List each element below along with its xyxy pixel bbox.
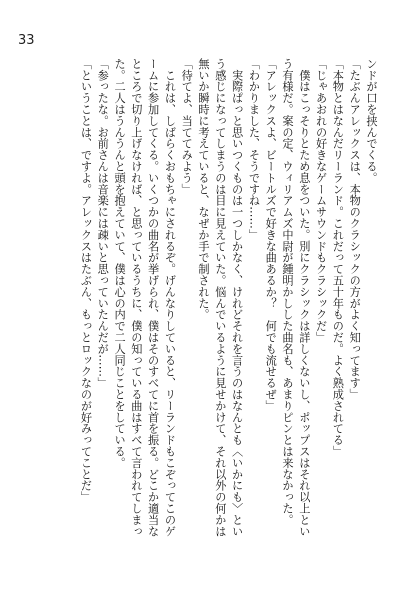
- text-line: ンドが口を挟んでくる。: [365, 58, 378, 184]
- text-line: う感じになってしまうのは目に見えていた。悩んでいるように見せかけて、それ以外の何かは: [213, 58, 227, 537]
- text-line: う有様だ。案の定、ウィリアムズ中尉が鍾明かしした曲名も、あまりピンとは来なかった。: [281, 58, 295, 526]
- text-line: 実際ぱっと思いつくものは一つしかなく、けれどそれを言うのはなんとも〈いかにも〉とい: [230, 58, 244, 537]
- text-line: た。二人はうんうんと頭を抱えていて、僕は心の内で二人同じことをしている。: [113, 58, 127, 469]
- text-line: 「じゃあおれの好きなゲームサウンドもクラシックだ」: [314, 58, 328, 343]
- text-line: 「参ったな。お前さんは音楽には疎いと思っていたんだが……」: [96, 58, 110, 389]
- text-line: ームに参加してくる。いくつかの曲名が挙げられ、僕はそのすべてに首を振る。どこか適当な: [146, 58, 160, 537]
- text-line: 「わかりました、そうですね……」: [247, 58, 261, 241]
- text-line: 「本物とはなんだリーランド。これだって五十年ものだ。よく熟成されてる」: [331, 58, 345, 457]
- novel-text-body: [29, 58, 379, 558]
- text-line: 「待てよ、当ててみよう」: [180, 58, 194, 195]
- text-line: ところで切り上げなければ、と思っているうちに、僕の知っている曲はすべて言われてしまっ: [129, 58, 143, 537]
- text-line: 「たぶんアレックスは、本物のクラシックの方がよく知ってます」: [348, 58, 362, 400]
- page-number: 33: [18, 33, 35, 48]
- text-line: 無いか瞬時に考えていると、なぜか手で制された。: [197, 58, 211, 321]
- text-line: 「アレックスよ、ビートルズで好きな曲あるか？ 何でも流せるぜ」: [264, 58, 278, 412]
- text-line: 「ということは、ですよ。アレックスはたぶん、もっとロックなのが好みってことだ」: [79, 58, 93, 503]
- text-line: これは、しばらくおもちゃにされるぞ。げんなりしていると、リーランドもこぞってこのゲ: [163, 58, 177, 537]
- text-line: 僕はこっそりとため息をついた。別にクラシックは詳しくないし、ポップスはそれ以上とい: [297, 58, 311, 537]
